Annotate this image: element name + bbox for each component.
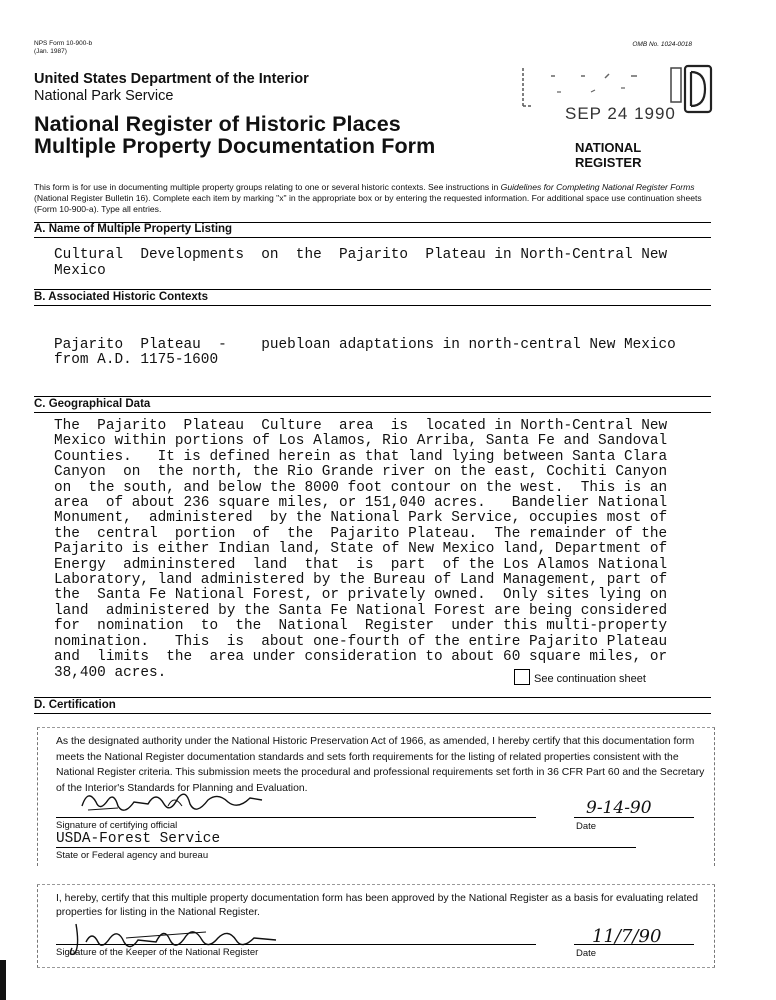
signature-line (56, 817, 536, 818)
section-d-heading: D. Certification (34, 699, 116, 711)
instructions-text-b: (National Register Bulletin 16). Complete each item by marking "x" in the appropriate box or by entering the requested information. For additional space use continuation sheets (Form 10-900-a). Type all entries. (34, 193, 702, 214)
form-instructions (34, 182, 724, 215)
stamp-line1: NATIONAL (575, 140, 642, 155)
historic-context-line2: from A.D. 1175-1600 (54, 352, 219, 368)
divider (34, 713, 711, 714)
geographical-data-line: Pajarito is either Indian land, State of New Mexico land, Department of (54, 541, 668, 558)
geographical-data-line: on the south, and below the 8000 foot contour on the west. This is an (54, 479, 668, 496)
section-b-heading: B. Associated Historic Contexts (34, 291, 209, 303)
service-name: National Park Service (34, 88, 174, 104)
divider (34, 237, 711, 238)
keeper-date: 11/7/90 (592, 926, 662, 947)
agency-name: USDA-Forest Service (56, 831, 221, 847)
geographical-data-line: area of about 236 square miles, or 151,040 acres. Bandelier National (54, 495, 668, 512)
stamp-date: SEP 24 1990 (565, 104, 676, 123)
continuation-checkbox[interactable] (514, 669, 530, 685)
agency-line (56, 847, 636, 848)
divider (34, 396, 711, 397)
form-number (34, 40, 92, 56)
approval-statement: I, hereby, certify that this multiple property documentation form has been approved by the National Register as a basis for evaluating related properties for listing in the National Register. (56, 893, 699, 918)
geographical-data-line: nomination. This is about one-fourth of the entire Pajarito Plateau (54, 633, 668, 650)
certification-statement: As the designated authority under the National Historic Preservation Act of 1966, as amended, I hereby certify that this documentation form meets the National Register documentation standards and sets forth requirements for the listing of related properties consistent with the National Register criteria. This submission meets the procedural and professional requirements set forth in 36 CFR Part 60 and the Secretary of the Interior's Standards for Planning and Evaluation. (56, 736, 705, 794)
agency-label: State or Federal agency and bureau (56, 850, 209, 861)
geographical-data-line: 38,400 acres. (54, 664, 167, 681)
form-title-line1: National Register of Historic Places (34, 112, 401, 136)
omb-number: OMB No. 1024-0018 (632, 41, 692, 48)
geographical-data-line: Energy admininstered land that is part of the Los Alamos National (54, 556, 668, 573)
stamp-line2: REGISTER (575, 155, 642, 170)
geographical-data-line: Mexico within portions of Los Alamos, Rio Arriba, Santa Fe and Sandoval (54, 433, 668, 450)
divider (34, 305, 711, 306)
date-label: Date (576, 821, 597, 832)
continuation-sheet-option[interactable] (514, 669, 646, 685)
geographical-data-line: The Pajarito Plateau Culture area is located in North-Central New (54, 418, 668, 434)
certification-date: 9-14-90 (586, 798, 652, 818)
form-title-line2: Multiple Property Documentation Form (34, 134, 436, 158)
geographical-data-line: Canyon on the north, the Rio Grande river on the east, Cochiti Canyon (54, 464, 668, 481)
keeper-label: Signature of the Keeper of the National Register (56, 947, 259, 958)
geographical-data-line: Monument, administered by the National Park Service, occupies most of (54, 510, 668, 527)
geographical-data-line: for nomination to the National Register under this multi-property (54, 618, 668, 635)
geographical-data-line: Laboratory, land administered by the Bureau of Land Management, part of (54, 572, 668, 589)
divider (34, 289, 711, 290)
form-number-text: NPS Form 10-900-b (34, 40, 93, 47)
historic-context-line1: Pajarito Plateau - puebloan adaptations in north-central New Mexico (54, 337, 676, 353)
form-date-text: (Jan. 1987) (34, 48, 67, 55)
signature-label: Signature of certifying official (56, 820, 178, 831)
geographical-data-line: Counties. It is defined herein as that land lying between Santa Clara (54, 448, 668, 465)
geographical-data-line: land administered by the Santa Fe National Forest are being considered (54, 602, 668, 619)
national-register-stamp (575, 140, 641, 170)
divider (34, 412, 711, 413)
divider (34, 697, 711, 698)
geographical-data-line: and limits the area under consideration to about 60 square miles, or (54, 649, 668, 666)
section-a-heading: A. Name of Multiple Property Listing (34, 223, 233, 235)
keeper-signature-line (56, 944, 536, 945)
keeper-date-line (574, 944, 694, 945)
instructions-text-a: This form is for use in documenting multiple property groups relating to one or several historic contexts. See instructions in (34, 182, 501, 192)
geographical-data-line: the central portion of the Pajarito Plateau. The remainder of the (54, 525, 668, 542)
geographical-data-text (54, 419, 714, 681)
department-name: United States Department of the Interior (34, 71, 309, 87)
instructions-guidelines: Guidelines for Completing National Register Forms (500, 182, 695, 192)
property-name-line1: Cultural Developments on the Pajarito Plateau in North-Central New (54, 247, 668, 263)
geographical-data-line: the Santa Fe National Forest, or privately owned. Only sites lying on (54, 587, 668, 604)
continuation-label: See continuation sheet (534, 673, 646, 685)
section-c-heading: C. Geographical Data (34, 398, 151, 410)
date-line (574, 817, 694, 818)
certifying-signature (78, 786, 268, 820)
scan-edge-mark (0, 960, 6, 1000)
property-name-line2: Mexico (54, 263, 106, 279)
keeper-date-label: Date (576, 948, 597, 959)
